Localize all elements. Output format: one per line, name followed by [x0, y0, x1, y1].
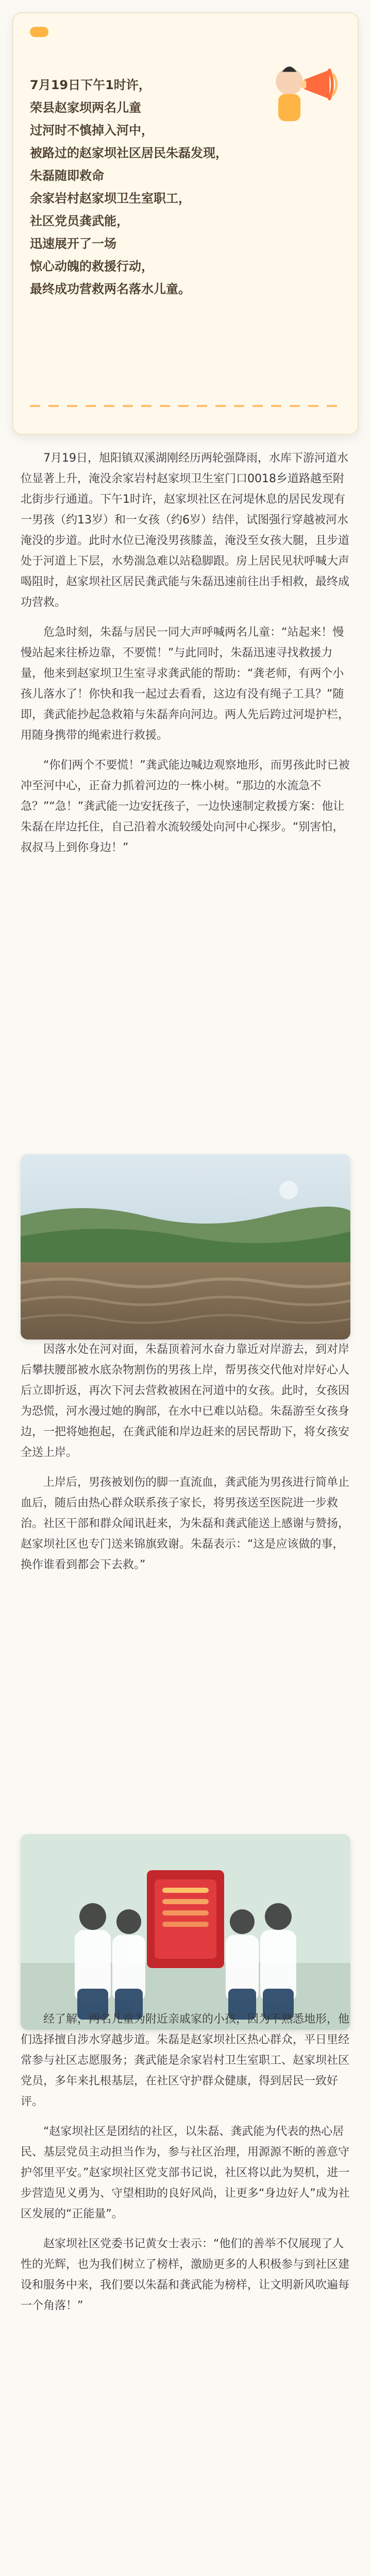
article-paragraph: 赵家坝社区党委书记黄女士表示：“他们的善举不仅展现了人性的光辉，也为我们树立了榜样，激励更多的人积极参与到社区建设和服务中来，我们要以朱磊和龚武能为榜样，让文明新风吹遍每一个角落！” — [21, 2238, 350, 2312]
intro-divider — [30, 405, 341, 407]
lead-line: 荣县赵家坝两名儿童 — [30, 100, 141, 115]
award-photo — [21, 1834, 350, 2030]
lead-line: 过河时不慎掉入河中， — [30, 123, 154, 138]
lead-line: 朱磊随即救命 — [30, 168, 104, 183]
article-paragraph: 因落水处在河对面，朱磊顶着河水奋力靠近对岸游去，到对岸后攀扶腰部被水底杂物割伤的男孩上岸，帮男孩交代他对岸好心人后立即折返，再次下河去营救被困在河道中的女孩。此时，女孩因为恐慌，河水漫过她的胸部，在水中已难以站稳。朱磊游至女孩身边，一把将她抱起，在龚武能和岸边赶来的居民帮助下，将女孩安全送上岸。 — [21, 1343, 350, 1459]
article-paragraph: 危急时刻，朱磊与居民一同大声呼喊两名儿童：“站起来！慢慢站起来往桥边靠，不要慌！”与此同时，朱磊迅速寻找救援力量，他来到赵家坝卫生室寻求龚武能的帮助：“龚老师，有两个小孩儿落水了！你快和我一起过去看看，这边有没有绳子工具？”随即，龚武能抄起急救箱与朱磊奔向河边。两人先后跨过河堤护栏，用随身携带的绳索进行救援。 — [21, 626, 350, 742]
intro-tag — [30, 27, 48, 37]
river-photo — [21, 1154, 350, 1340]
article-section-3 — [21, 2009, 350, 2576]
article-paragraph: “你们两个不要慌！”龚武能边喊边观察地形，而男孩此时已被冲至河中心，正奋力抓着河边的一株小树。“那边的水流急不急？”“急！”龚武能一边安抚孩子，一边快速制定救援方案：他让朱磊在岸边托住，自己沿着水流较缓处向河中心探步。“别害怕，叔叔马上到你身边！” — [21, 759, 350, 854]
lead-line: 最终成功营救两名落水儿童。 — [30, 282, 191, 296]
article-paragraph: 经了解，两名儿童为附近亲戚家的小孩，因为不熟悉地形，他们选择擅自涉水穿越步道。朱磊是赵家坝社区热心群众，平日里经常参与社区志愿服务；龚武能是余家岩村卫生室职工、赵家坝社区党员，多年来扎根基层，在社区守护群众健康，得到居民一致好评。 — [21, 2013, 350, 2108]
article-paragraph: “赵家坝社区是团结的社区，以朱磊、龚武能为代表的热心居民、基层党员主动担当作为，参与社区治理，用源源不断的善意守护邻里平安。”赵家坝社区党支部书记说，社区将以此为契机，进一步营造见义勇为、守望相助的良好风尚，让更多“身边好人”成为社区发展的“正能量”。 — [21, 2125, 350, 2221]
intro-lead — [30, 75, 298, 302]
lead-line: 被路过的赵家坝社区居民朱磊发现， — [30, 146, 228, 160]
lead-line: 7月19日下午1时许， — [30, 78, 151, 92]
intro-panel — [12, 12, 359, 435]
lead-line: 惊心动魄的救援行动， — [30, 259, 154, 274]
article-paragraph: 7月19日，旭阳镇双溪湖刚经历两轮强降雨，水库下游河道水位显著上升，淹没余家岩村赵家坝卫生室门口0018乡道路越至附北街步行通道。下午1时许，赵家坝社区在河堤休息的居民发现有一男孩（约13岁）和一女孩（约6岁）结伴，试图强行穿越被河水淹没的步道。此时水位已淹没男孩膝盖，淹没至女孩大腿，且步道处于河道上下层，水势湍急难以站稳脚跟。房上居民见状呼喊大声喝阻时，赵家坝社区居民龚武能与朱磊迅速前往出手相救，最终成功营救。 — [21, 452, 350, 609]
river-illustration — [21, 1154, 350, 1340]
award-illustration — [21, 1834, 350, 2030]
lead-line: 余家岩村赵家坝卫生室职工， — [30, 191, 191, 206]
lead-line: 社区党员龚武能， — [30, 214, 129, 228]
lead-line: 迅速展开了一场 — [30, 236, 116, 251]
article-paragraph: 上岸后，男孩被划伤的脚一直流血，龚武能为男孩进行简单止血后，随后由热心群众联系孩子家长，将男孩送至医院进一步救治。社区干部和群众闻讯赶来，为朱磊和龚武能送上感谢与赞扬，赵家坝社区也专门送来锦旗致谢。朱磊表示：“这是应该做的事，换作谁看到都会下去救。” — [21, 1476, 350, 1571]
